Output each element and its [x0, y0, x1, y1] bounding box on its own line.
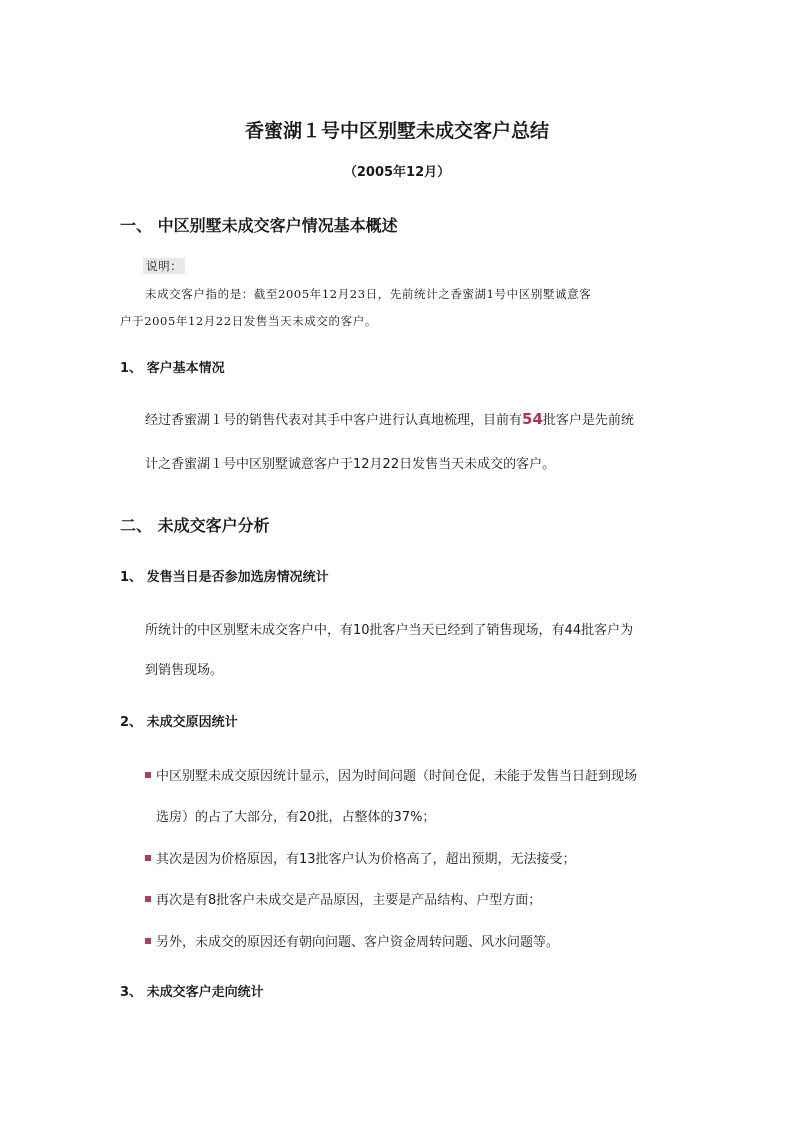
subheading-direction: 3、 未成交客户走向统计 — [120, 985, 264, 1000]
list-item-text: 再次是有8批客户未成交是产品原因，主要是产品结构、户型方面； — [156, 893, 542, 908]
subheading-customer-basics: 1、 客户基本情况 — [120, 361, 225, 376]
bullet-square-icon — [145, 938, 151, 944]
bullet-square-icon — [145, 855, 151, 861]
highlight-number: 54 — [522, 410, 543, 428]
document-title: 香蜜湖１号中区别墅未成交客户总结 — [244, 120, 549, 142]
subheading-reasons: 2、 未成交原因统计 — [120, 715, 238, 730]
bullet-square-icon — [145, 896, 151, 902]
note-label-text: 说明： — [143, 258, 185, 274]
note-line-2: 户于2005年12月22日发售当天未成交的客户。 — [120, 314, 377, 328]
subheading-attendance: 1、 发售当日是否参加选房情况统计 — [120, 570, 329, 585]
note-label — [143, 258, 185, 274]
list-item — [145, 765, 637, 784]
list-item — [145, 889, 541, 908]
list-item — [145, 931, 559, 950]
list-item-text: 另外，未成交的原因还有朝向问题、客户资金周转问题、风水问题等。 — [156, 935, 560, 950]
paragraph-customer-basics-line1 — [145, 409, 634, 428]
list-item-text: 其次是因为价格原因，有13批客户认为价格高了，超出预期，无法接受； — [156, 852, 576, 867]
paragraph-customer-basics-line2: 计之香蜜湖１号中区别墅诚意客户于12月22日发售当天未成交的客户。 — [145, 457, 556, 472]
paragraph-attendance-line2: 到销售现场。 — [145, 663, 224, 678]
bullet-square-icon — [145, 772, 151, 778]
note-line-1: 未成交客户指的是：截至2005年12月23日，先前统计之香蜜湖1号中区别墅诚意客 — [145, 287, 592, 301]
paragraph-text: 经过香蜜湖１号的销售代表对其手中客户进行认真地梳理，目前有 — [145, 413, 523, 428]
section-heading-overview: 一、 中区别墅未成交客户情况基本概述 — [120, 216, 398, 235]
list-item-text: 中区别墅未成交原因统计显示，因为时间问题（时间仓促，未能于发售当日赶到现场 — [156, 769, 638, 784]
list-item-continuation: 选房）的占了大部分，有20批，占整体的37%； — [156, 810, 436, 825]
paragraph-text: 批客户是先前统 — [542, 413, 634, 428]
document-subtitle: （2005年12月） — [343, 165, 451, 180]
list-item — [145, 848, 576, 867]
paragraph-attendance-line1: 所统计的中区别墅未成交客户中，有10批客户当天已经到了销售现场，有44批客户为 — [145, 623, 634, 638]
section-heading-analysis: 二、 未成交客户分析 — [120, 516, 270, 535]
